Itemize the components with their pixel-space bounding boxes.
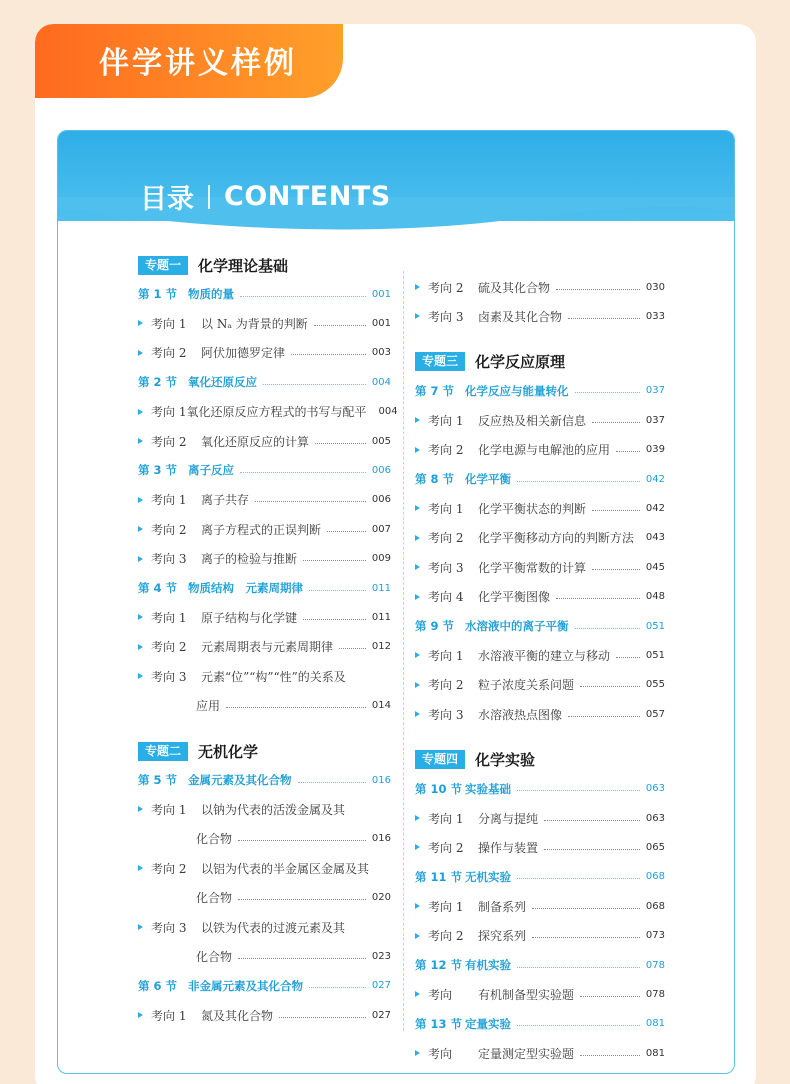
direction-label: 考向 1 [428,501,464,516]
dot-leader [314,325,366,326]
entry-title: 离子方程式的正误判断 [201,522,322,537]
section-number: 第 8 节 [415,472,455,486]
toc-entry [415,440,665,460]
direction-label: 考向 1 [151,316,187,331]
toc-entry [138,799,391,819]
page-number: 051 [645,649,665,661]
arrow-icon [415,652,420,658]
dot-leader [279,1017,366,1018]
toc-title-cn: 目录 [140,184,194,215]
entry-title: 化合物 [196,832,233,847]
arrow-icon [138,556,143,562]
toc-entry [415,498,665,518]
topic-heading [138,740,258,762]
page-number: 033 [645,310,665,322]
toc-title-en: CONTENTS [224,181,391,212]
topic-name: 化学反应原理 [475,353,566,372]
direction-label: 考向 3 [428,309,464,324]
toc-entry [415,808,665,828]
toc-entry [138,607,391,627]
page-number: 001 [371,288,391,300]
entry-title: 制备系列 [478,899,527,914]
dot-leader [517,481,640,482]
toc-entry [415,926,665,946]
toc-entry [415,587,665,607]
direction-label: 考向 2 [428,840,464,855]
direction-label: 考向 1 [151,1008,187,1023]
toc-entry [415,704,665,724]
banner-title: 伴学讲义样例 [99,46,297,81]
direction-label: 考向 1 [428,899,464,914]
page-number: 016 [371,833,391,845]
section-title: 水溶液中的离子平衡 [465,619,569,633]
page-number: 051 [645,620,665,632]
dot-leader [517,790,640,791]
topic-heading [415,351,565,373]
page-number: 055 [645,679,665,691]
section-number: 第 7 节 [415,383,455,398]
entry-title: 以铝为代表的半金属区金属及其 [201,861,370,876]
toc-entry-continued [138,696,391,716]
page-number: 039 [645,444,665,456]
entry-title: 化合物 [196,949,233,964]
page-number: 006 [371,464,391,476]
dot-leader [309,987,366,988]
section-heading [415,381,665,401]
dot-leader [263,384,366,385]
entry-title: 元素周期表与元素周期律 [201,640,334,655]
direction-label: 考向 1 [151,493,187,508]
page-number: 001 [371,317,391,329]
arrow-icon [415,417,420,423]
dot-leader [568,716,640,717]
entry-title: 氧化还原反应的计算 [201,434,310,449]
entry-title: 以铁为代表的过渡元素及其 [201,920,346,935]
page-number: 003 [371,347,391,359]
toc-entry [415,277,665,297]
section-heading [415,469,665,489]
arrow-icon [415,535,420,541]
arrow-icon [415,815,420,821]
arrow-icon [415,711,420,717]
section-title: 化学平衡 [465,472,511,486]
page-number: 005 [371,435,391,447]
page-number: 081 [645,1047,665,1059]
entry-title: 以钠为代表的活泼金属及其 [201,802,346,817]
column-divider [403,271,404,1031]
toc-entry [138,490,391,510]
direction-label: 考向 2 [151,522,187,537]
page-number: 073 [645,930,665,942]
arrow-icon [415,313,420,319]
page-number: 009 [371,553,391,565]
page-number: 023 [371,950,391,962]
section-number: 第 11 节 [415,869,463,884]
dot-leader [575,392,640,393]
section-heading [138,770,391,790]
page-number: 027 [371,980,391,992]
direction-label: 考向 3 [151,920,187,935]
dot-leader [517,1025,640,1026]
direction-label: 考向 1 [151,610,187,625]
entry-title: 以 Nₐ 为背景的判断 [201,316,308,331]
entry-title: 化合物 [196,891,233,906]
arrow-icon [415,903,420,909]
topic-heading [138,254,288,276]
section-title: 化学反应与能量转化 [465,383,569,398]
entry-title: 有机制备型实验题 [478,987,575,1002]
section-heading [415,779,665,799]
section-heading [415,616,665,636]
section-number: 第 4 节 [138,581,178,595]
arrow-icon [138,924,143,930]
page-number: 014 [371,700,391,712]
dot-leader [238,840,366,841]
dot-leader [616,657,640,658]
dot-leader [580,996,640,997]
page-number: 004 [378,406,398,418]
dot-leader [303,560,366,561]
page-number: 012 [371,641,391,653]
topic-name: 化学理论基础 [198,256,289,275]
entry-title: 氮及其化合物 [201,1008,274,1023]
entry-title: 操作与装置 [478,840,539,855]
arrow-icon [138,673,143,679]
page-number: 078 [645,988,665,1000]
entry-title: 水溶液热点图像 [478,707,563,722]
section-heading [138,372,391,392]
arrow-icon [138,1012,143,1018]
entry-title: 粒子浓度关系问题 [478,678,575,693]
dot-leader [240,296,366,297]
section-number: 第 12 节 [415,958,463,972]
section-title: 无机实验 [465,869,511,884]
dot-leader [226,707,366,708]
direction-label: 考向 2 [428,531,464,546]
section-number: 第 13 节 [415,1016,463,1031]
arrow-icon [415,933,420,939]
banner [35,24,343,98]
arrow-icon [415,682,420,688]
direction-label: 考向 3 [428,707,464,722]
entry-title: 硫及其化合物 [478,280,551,295]
dot-leader [592,510,640,511]
dot-leader [309,590,366,591]
toc-entry [415,528,665,548]
page-number: 007 [371,523,391,535]
dot-leader [556,289,640,290]
section-title: 定量实验 [465,1016,511,1031]
dot-leader [580,1055,640,1056]
toc-entry [415,410,665,430]
toc-entry [415,1043,665,1063]
entry-title: 化学平衡移动方向的判断方法 [477,531,634,546]
section-title: 非金属元素及其化合物 [188,978,303,993]
section-heading [415,1014,665,1034]
entry-title: 应用 [196,699,221,714]
page-number: 027 [371,1009,391,1021]
page-number: 048 [645,591,665,603]
arrow-icon [415,447,420,453]
page-card [35,24,756,1084]
toc-entry [138,1005,391,1025]
topic-tag: 专题四 [415,750,465,769]
arrow-icon [138,320,143,326]
toc-entry [415,306,665,326]
arrow-icon [415,564,420,570]
toc-entry [138,431,391,451]
page-number: 042 [645,473,665,485]
entry-title: 化学电源与电解池的应用 [478,443,611,458]
page-number: 011 [371,611,391,623]
section-number: 第 9 节 [415,619,455,633]
topic-name: 无机化学 [198,742,259,761]
direction-label: 考向 [428,1046,453,1061]
entry-title: 水溶液平衡的建立与移动 [478,648,611,663]
arrow-icon [138,409,143,415]
section-number: 第 3 节 [138,463,178,478]
entry-title: 化学平衡常数的计算 [478,560,587,575]
arrow-icon [138,438,143,444]
arrow-icon [415,594,420,600]
direction-label: 考向 2 [428,280,464,295]
toc-entry [415,645,665,665]
toc-panel [57,130,735,1074]
section-number: 第 1 节 [138,287,178,301]
dot-leader [238,899,366,900]
arrow-icon [415,284,420,290]
page-number: 043 [645,532,665,544]
topic-name: 化学实验 [475,751,536,770]
direction-label: 考向 3 [428,560,464,575]
toc-title [140,177,391,216]
page-number: 037 [645,414,665,426]
dot-leader [517,878,640,879]
page-number: 068 [645,900,665,912]
section-title: 有机实验 [465,958,511,972]
page-number: 057 [645,708,665,720]
section-title: 氧化还原反应 [188,375,257,390]
dot-leader [532,937,640,938]
toc-entry [138,549,391,569]
toc-title-separator [208,185,210,209]
toc-entry [415,675,665,695]
section-title: 实验基础 [465,781,511,796]
dot-leader [315,443,366,444]
direction-label: 考向 3 [151,669,187,684]
entry-title: 定量测定型实验题 [478,1046,575,1061]
entry-title: 原子结构与化学键 [201,610,298,625]
page-number: 030 [645,281,665,293]
topic-tag: 专题三 [415,352,465,371]
toc-entry-continued [138,888,391,908]
entry-title: 离子共存 [201,493,250,508]
page-number: 004 [371,376,391,388]
page-number: 016 [371,774,391,786]
page-number: 068 [645,871,665,883]
direction-label: 考向 [428,987,453,1002]
page-number: 078 [645,959,665,971]
dot-leader [544,820,640,821]
toc-entry [415,557,665,577]
topic-tag: 专题二 [138,742,188,761]
page-number: 081 [645,1018,665,1030]
direction-label: 考向 1 [428,811,464,826]
direction-label: 考向 2 [428,678,464,693]
arrow-icon [138,526,143,532]
toc-entry [415,984,665,1004]
entry-title: 反应热及相关新信息 [478,413,587,428]
arrow-icon [138,497,143,503]
toc-entry [138,519,391,539]
arrow-icon [415,991,420,997]
arrow-icon [138,350,143,356]
entry-title: 氧化还原反应方程式的书写与配平 [186,405,367,420]
direction-label: 考向 2 [151,861,187,876]
dot-leader [327,531,366,532]
section-title: 物质结构 元素周期律 [188,581,303,595]
direction-label: 考向 2 [151,640,187,655]
toc-entry [138,858,391,878]
section-title: 物质的量 [188,287,234,301]
arrow-icon [415,505,420,511]
entry-title: 阿伏加德罗定律 [201,346,286,361]
entry-title: 化学平衡状态的判断 [478,501,587,516]
arrow-icon [415,844,420,850]
dot-leader [568,318,640,319]
dot-leader [517,967,640,968]
direction-label: 考向 3 [151,552,187,567]
page-number: 063 [645,812,665,824]
arrow-icon [138,806,143,812]
dot-leader [255,501,366,502]
section-heading [138,284,391,304]
section-number: 第 6 节 [138,978,178,993]
toc-entry [138,917,391,937]
section-number: 第 5 节 [138,773,178,787]
toc-entry [138,402,398,422]
arrow-icon [138,644,143,650]
dot-leader [592,422,640,423]
page-number: 006 [371,494,391,506]
topic-heading [415,749,535,771]
dot-leader [580,686,640,687]
section-heading [138,976,391,996]
toc-entry [138,666,391,686]
dot-leader [532,908,640,909]
section-title: 金属元素及其化合物 [188,773,292,787]
dot-leader [339,648,366,649]
topic-tag: 专题一 [138,256,188,275]
toc-entry-continued [138,829,391,849]
page-number: 020 [371,892,391,904]
direction-label: 考向 1 [428,413,464,428]
entry-title: 探究系列 [478,929,527,944]
toc-entry [415,837,665,857]
entry-title: 离子的检验与推断 [201,552,298,567]
section-heading [415,867,665,887]
page-number: 065 [645,841,665,853]
dot-leader [575,628,640,629]
dot-leader [298,782,366,783]
page-number: 042 [645,502,665,514]
direction-label: 考向 1 [151,405,187,420]
page-number: 037 [645,385,665,397]
section-heading [138,460,391,480]
dot-leader [556,598,640,599]
direction-label: 考向 1 [428,648,464,663]
direction-label: 考向 2 [428,929,464,944]
page-number: 011 [371,582,391,594]
direction-label: 考向 2 [428,443,464,458]
page-number: 045 [645,561,665,573]
dot-leader [544,849,640,850]
dot-leader [291,354,366,355]
section-heading [138,578,391,598]
arrow-icon [138,614,143,620]
toc-entry [138,343,391,363]
arrow-icon [138,865,143,871]
toc-entry-continued [138,946,391,966]
dot-leader [592,569,640,570]
dot-leader [240,472,366,473]
dot-leader [238,958,366,959]
page-number: 063 [645,783,665,795]
section-number: 第 10 节 [415,781,463,796]
toc-entry [415,896,665,916]
direction-label: 考向 4 [428,590,464,605]
direction-label: 考向 2 [151,434,187,449]
toc-entry [138,637,391,657]
toc-entry [138,313,391,333]
dot-leader [303,619,366,620]
entry-title: 卤素及其化合物 [478,309,563,324]
dot-leader [616,451,640,452]
section-number: 第 2 节 [138,375,178,390]
entry-title: 化学平衡图像 [478,590,551,605]
section-heading [415,955,665,975]
direction-label: 考向 2 [151,346,187,361]
direction-label: 考向 1 [151,802,187,817]
section-title: 离子反应 [188,463,234,478]
entry-title: 分离与提纯 [478,811,539,826]
entry-title: 元素“位”“构”“性”的关系及 [201,669,346,684]
arrow-icon [415,1050,420,1056]
